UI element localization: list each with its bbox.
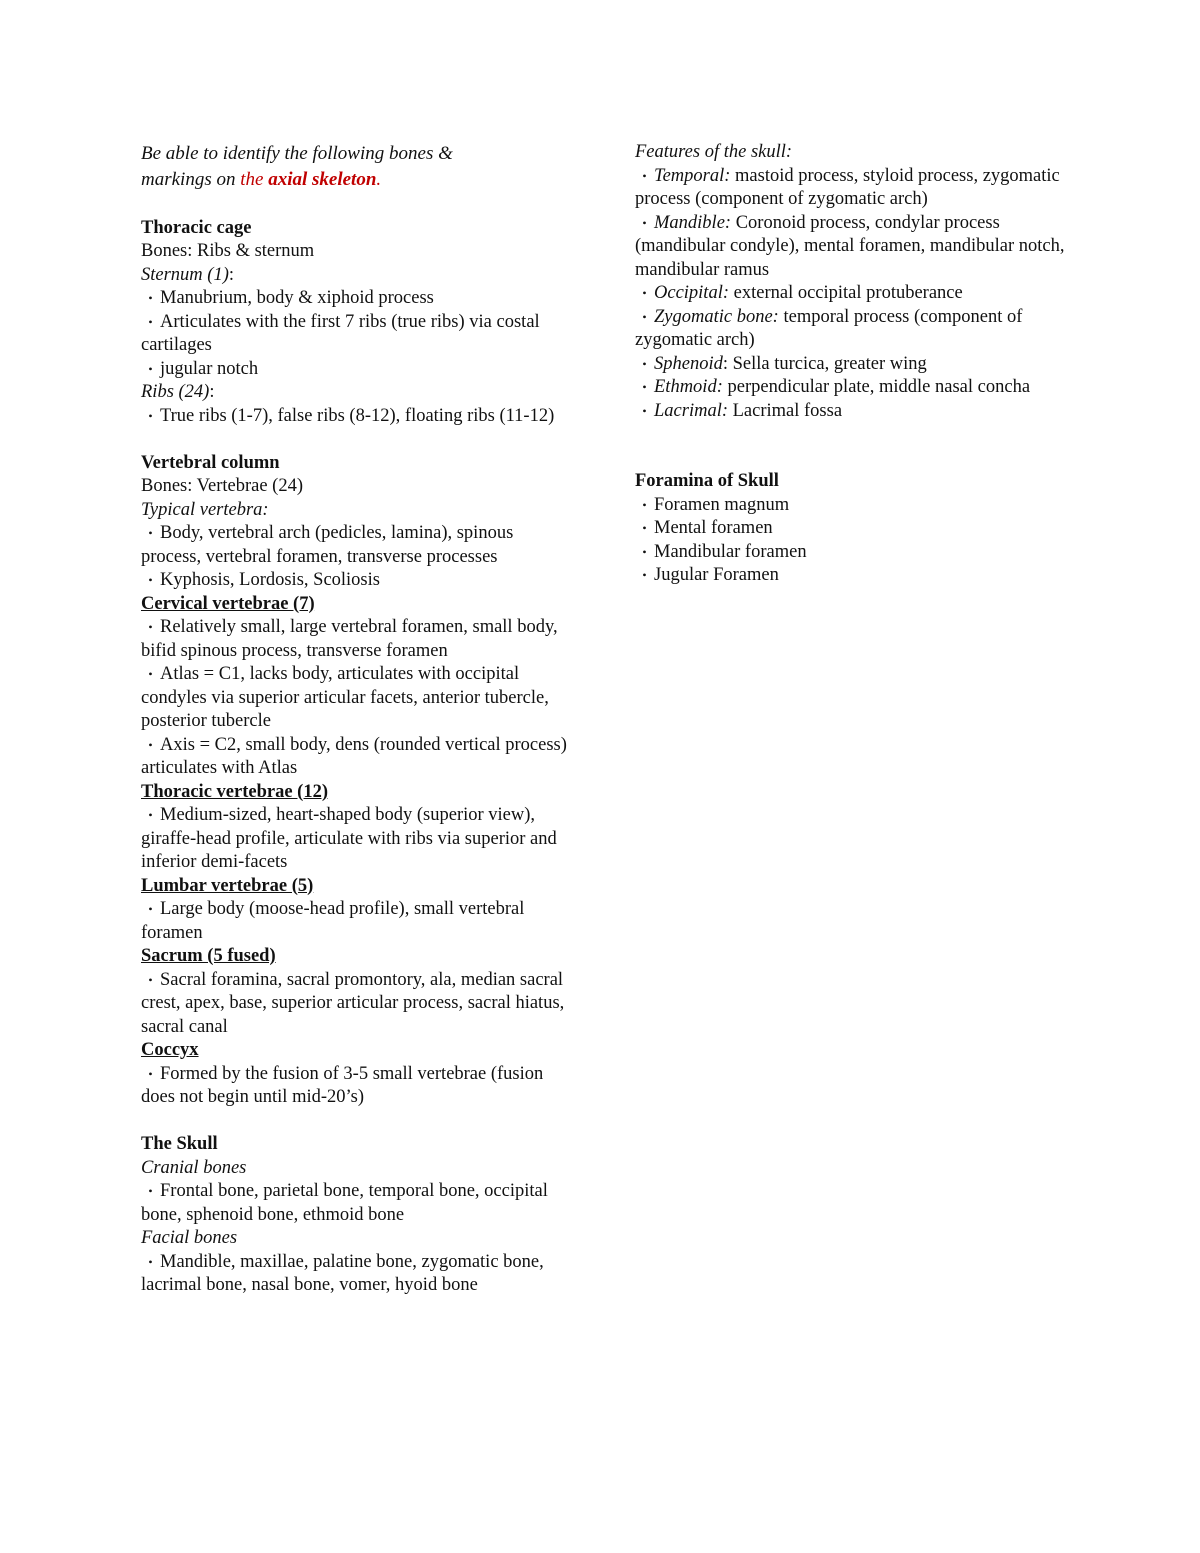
typical-vertebra-list xyxy=(141,522,571,593)
bullet-icon: • xyxy=(148,808,153,822)
feature-markings: external occipital protuberance xyxy=(729,283,963,303)
list-item-text: Atlas = C1, lacks body, articulates with occipital condyles via superior articular facets, anterior tubercle, posterior tubercle xyxy=(141,664,549,731)
feature-markings: perpendicular plate, middle nasal concha xyxy=(722,377,1031,397)
list-item xyxy=(141,569,571,593)
ribs-label xyxy=(141,381,571,405)
list-item-text: Mental foramen xyxy=(654,518,773,538)
list-item xyxy=(635,564,1075,588)
facial-bones-label: Facial bones xyxy=(141,1228,238,1248)
bullet-icon: • xyxy=(148,737,153,752)
list-item xyxy=(141,804,571,875)
feature-markings: Lacrimal fossa xyxy=(728,400,843,421)
bullet-icon: • xyxy=(148,1066,153,1081)
intro-line-1: Be able to identify the following bones & xyxy=(141,143,453,164)
feature-bone-name: Zygomatic bone: xyxy=(654,306,779,327)
feature-item xyxy=(635,376,1075,400)
bullet-icon: • xyxy=(148,972,153,987)
feature-markings: Coronoid process, condylar process (mandibular condyle), mental foramen, mandibular notch, mandibular ramus xyxy=(635,212,1065,280)
intro-the: the xyxy=(240,169,269,190)
vertebral-column-bones: Bones: Vertebrae (24) xyxy=(141,476,303,496)
sacrum-list xyxy=(141,969,571,1040)
bullet-icon: • xyxy=(642,286,647,300)
bullet-icon: • xyxy=(148,1184,153,1198)
list-item xyxy=(141,1180,571,1227)
bullet-icon: • xyxy=(148,361,153,376)
list-item-text: Large body (moose-head profile), small vertebral foramen xyxy=(141,899,525,943)
bullet-icon: • xyxy=(148,1254,153,1269)
bullet-icon: • xyxy=(642,356,647,371)
coccyx-list xyxy=(141,1063,571,1110)
feature-item xyxy=(635,353,1075,377)
list-item-text: Sacral foramina, sacral promontory, ala, median sacral crest, apex, base, superior articular process, sacral hiatus, sacral canal xyxy=(141,969,565,1037)
bullet-icon: • xyxy=(148,620,153,634)
feature-bone-name: Temporal: xyxy=(654,165,731,186)
bullet-icon: • xyxy=(148,902,153,916)
intro-line-2 xyxy=(141,167,571,193)
bullet-icon: • xyxy=(148,291,153,305)
feature-item xyxy=(635,212,1075,283)
list-item xyxy=(141,734,571,781)
ribs-label-text: Ribs (24) xyxy=(141,382,210,402)
bullet-icon: • xyxy=(642,168,647,183)
list-item xyxy=(141,663,571,734)
list-item xyxy=(141,358,571,382)
right-column xyxy=(635,141,1075,588)
cervical-vertebrae-heading: Cervical vertebrae (7) xyxy=(141,593,315,614)
bullet-icon: • xyxy=(642,544,647,559)
list-item xyxy=(141,1251,571,1298)
features-list xyxy=(635,165,1075,424)
bullet-icon: • xyxy=(148,314,153,329)
bullet-icon: • xyxy=(148,526,153,540)
features-of-skull-label: Features of the skull: xyxy=(635,142,793,162)
list-item-text: Axis = C2, small body, dens (rounded vertical process) articulates with Atlas xyxy=(141,734,567,778)
foramina-heading: Foramina of Skull xyxy=(635,471,779,491)
bullet-icon: • xyxy=(642,403,647,418)
feature-bone-name: Sphenoid xyxy=(654,353,723,374)
sacrum-heading: Sacrum (5 fused) xyxy=(141,946,276,966)
thoracic-cage-bones: Bones: Ribs & sternum xyxy=(141,241,315,261)
bullet-icon: • xyxy=(148,408,153,423)
bullet-icon: • xyxy=(642,309,647,324)
thoracic-vertebrae-list xyxy=(141,804,571,875)
feature-markings: temporal process (component of zygomatic arch) xyxy=(635,306,1023,350)
list-item-text: Relatively small, large vertebral foramen, small body, bifid spinous process, transverse foramen xyxy=(141,617,558,661)
sternum-list xyxy=(141,287,571,381)
lumbar-list xyxy=(141,898,571,945)
bullet-icon: • xyxy=(148,667,153,681)
vertebral-column-heading: Vertebral column xyxy=(141,452,280,473)
feature-item xyxy=(635,282,1075,306)
list-item xyxy=(141,405,571,429)
typical-vertebra-label: Typical vertebra: xyxy=(141,499,269,520)
foramina-list xyxy=(635,494,1075,588)
list-item-text: Manubrium, body & xiphoid process xyxy=(160,288,434,308)
sternum-colon: : xyxy=(228,264,234,285)
list-item-text: Medium-sized, heart-shaped body (superior view), giraffe-head profile, articulate with ribs via superior and inferior demi-facets xyxy=(141,805,557,872)
list-item xyxy=(141,969,571,1040)
bullet-icon: • xyxy=(642,497,647,512)
list-item xyxy=(635,517,1075,541)
feature-bone-name: Mandible: xyxy=(654,212,732,233)
list-item-text: Mandibular foramen xyxy=(654,541,807,562)
list-item xyxy=(141,522,571,569)
list-item-text: Frontal bone, parietal bone, temporal bone, occipital bone, sphenoid bone, ethmoid bone xyxy=(141,1181,548,1225)
list-item-text: Jugular Foramen xyxy=(654,565,779,585)
list-item xyxy=(141,287,571,311)
thoracic-vertebrae-heading: Thoracic vertebrae (12) xyxy=(141,781,328,802)
coccyx-heading: Coccyx xyxy=(141,1040,199,1060)
list-item-text: Formed by the fusion of 3-5 small vertebrae (fusion does not begin until mid-20’s) xyxy=(141,1063,544,1107)
feature-item xyxy=(635,400,1075,424)
intro-axial-skeleton: axial skeleton xyxy=(268,169,377,190)
sternum-label xyxy=(141,264,571,288)
list-item-text: jugular notch xyxy=(160,358,259,379)
cervical-list xyxy=(141,616,571,781)
list-item-text: True ribs (1-7), false ribs (8-12), floating ribs (11-12) xyxy=(160,405,555,426)
list-item-text: Mandible, maxillae, palatine bone, zygomatic bone, lacrimal bone, nasal bone, vomer, hyoid bone xyxy=(141,1251,544,1295)
ribs-colon: : xyxy=(209,382,215,402)
list-item-text: Articulates with the first 7 ribs (true ribs) via costal cartilages xyxy=(141,311,540,355)
feature-markings: : Sella turcica, greater wing xyxy=(722,353,927,374)
left-column xyxy=(141,141,571,1298)
ribs-list xyxy=(141,405,571,429)
bullet-icon: • xyxy=(642,380,647,394)
bullet-icon: • xyxy=(148,573,153,587)
list-item-text: Foramen magnum xyxy=(654,494,790,515)
feature-item xyxy=(635,306,1075,353)
list-item-text: Body, vertebral arch (pedicles, lamina), spinous process, vertebral foramen, transverse processes xyxy=(141,523,514,567)
list-item xyxy=(635,541,1075,565)
bullet-icon: • xyxy=(642,521,647,535)
feature-item xyxy=(635,165,1075,212)
list-item xyxy=(635,494,1075,518)
list-item xyxy=(141,616,571,663)
sternum-label-text: Sternum (1) xyxy=(141,264,229,285)
feature-markings: mastoid process, styloid process, zygomatic process (component of zygomatic arch) xyxy=(635,165,1060,209)
feature-bone-name: Ethmoid: xyxy=(654,377,723,397)
list-item xyxy=(141,898,571,945)
cranial-bones-label: Cranial bones xyxy=(141,1157,247,1178)
feature-bone-name: Lacrimal: xyxy=(654,400,728,421)
lumbar-vertebrae-heading: Lumbar vertebrae (5) xyxy=(141,875,314,896)
thoracic-cage-heading: Thoracic cage xyxy=(141,217,252,238)
intro-prefix: markings on xyxy=(141,169,241,190)
list-item-text: Kyphosis, Lordosis, Scoliosis xyxy=(160,570,380,590)
skull-heading: The Skull xyxy=(141,1134,218,1154)
intro-period: . xyxy=(376,169,382,190)
list-item xyxy=(141,1063,571,1110)
bullet-icon: • xyxy=(642,568,647,582)
feature-bone-name: Occipital: xyxy=(654,283,730,303)
cranial-list xyxy=(141,1180,571,1227)
bullet-icon: • xyxy=(642,215,647,230)
facial-list xyxy=(141,1251,571,1298)
list-item xyxy=(141,311,571,358)
